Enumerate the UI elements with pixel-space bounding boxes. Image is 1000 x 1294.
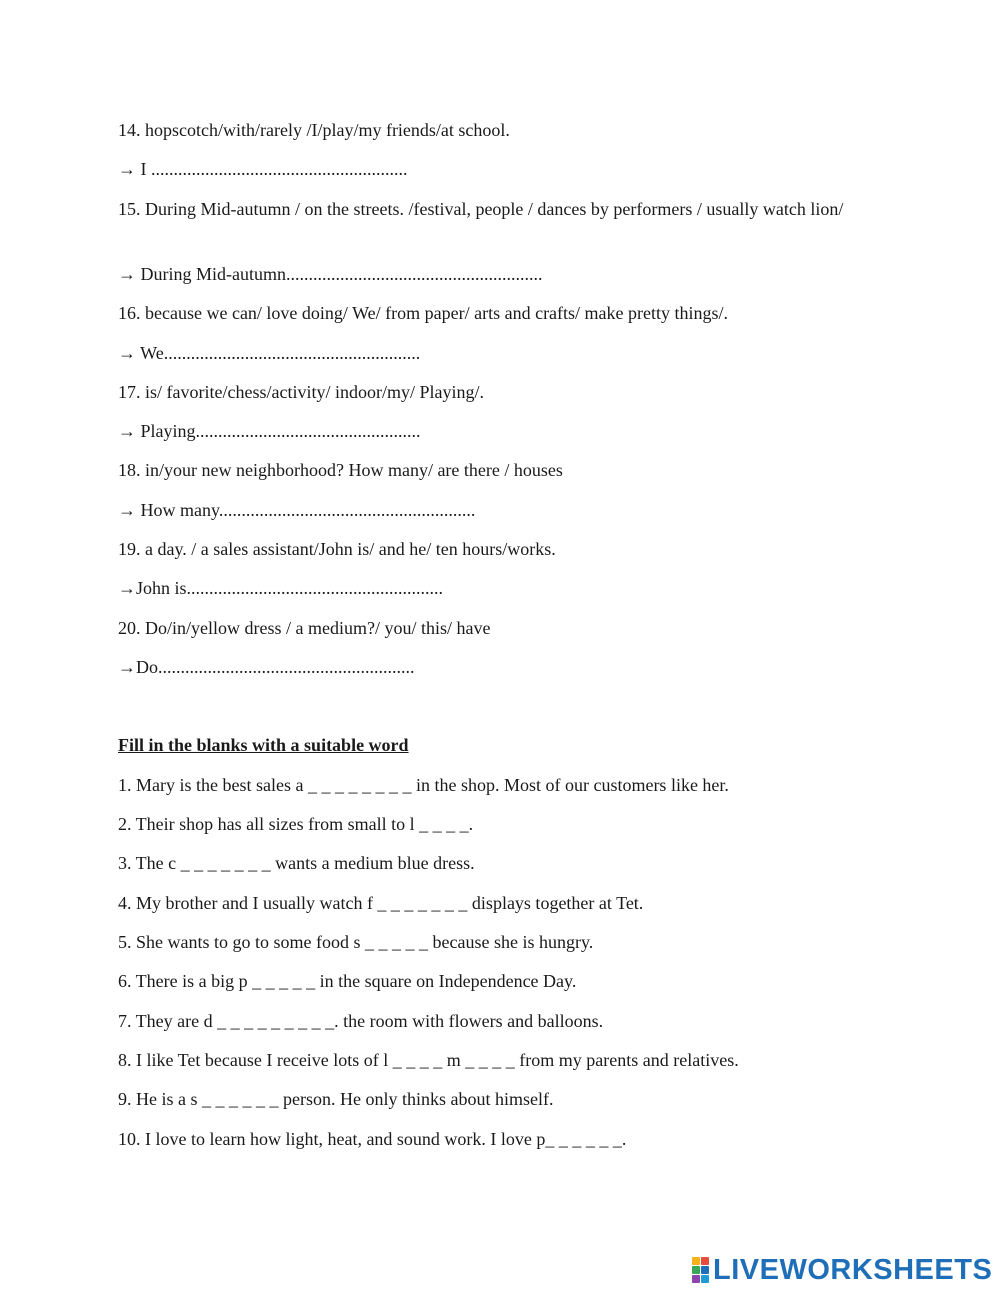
answer-line: → Playing.................................................. — [118, 421, 421, 441]
exercise-line: 20. Do/in/yellow dress / a medium?/ you/ this/ have — [118, 618, 491, 638]
exercise-line: 19. a day. / a sales assistant/John is/ and he/ ten hours/works. — [118, 539, 556, 559]
answer-line: → We......................................................... — [118, 343, 421, 363]
fill-item: 1. Mary is the best sales a _ _ _ _ _ _ _ _ in the shop. Most of our customers like her. — [118, 775, 729, 795]
answer-line: →Do......................................................... — [118, 657, 415, 677]
exercise-line: 17. is/ favorite/chess/activity/ indoor/my/ Playing/. — [118, 382, 484, 402]
fill-item: 8. I like Tet because I receive lots of l _ _ _ _ m _ _ _ _ from my parents and relatives. — [118, 1050, 739, 1070]
fill-item: 5. She wants to go to some food s _ _ _ _ _ because she is hungry. — [118, 932, 594, 952]
logo-text: LIVEWORKSHEETS — [713, 1254, 993, 1286]
answer-line: → During Mid-autumn......................................................... — [118, 264, 543, 284]
fill-item: 3. The c _ _ _ _ _ _ _ wants a medium blue dress. — [118, 853, 475, 873]
liveworksheets-logo-icon — [692, 1257, 709, 1283]
fill-item: 9. He is a s _ _ _ _ _ _ person. He only thinks about himself. — [118, 1089, 554, 1109]
answer-line: → How many......................................................... — [118, 500, 476, 520]
fill-item: 2. Their shop has all sizes from small to l _ _ _ _. — [118, 814, 474, 834]
fill-item: 10. I love to learn how light, heat, and sound work. I love p_ _ _ _ _ _. — [118, 1129, 627, 1149]
fill-item: 6. There is a big p _ _ _ _ _ in the square on Independence Day. — [118, 971, 577, 991]
exercise-line: 15. During Mid-autumn / on the streets. /festival, people / dances by performers / usually watch lion/ — [118, 199, 844, 219]
section-heading: Fill in the blanks with a suitable word — [118, 735, 409, 755]
exercise-line: 18. in/your new neighborhood? How many/ are there / houses — [118, 460, 563, 480]
exercise-line: 14. hopscotch/with/rarely /I/play/my friends/at school. — [118, 120, 510, 140]
answer-line: → I ......................................................... — [118, 159, 408, 179]
fill-item: 4. My brother and I usually watch f _ _ _ _ _ _ _ displays together at Tet. — [118, 893, 644, 913]
answer-line: →John is......................................................... — [118, 578, 444, 598]
fill-item: 7. They are d _ _ _ _ _ _ _ _ _. the room with flowers and balloons. — [118, 1011, 604, 1031]
exercise-line: 16. because we can/ love doing/ We/ from paper/ arts and crafts/ make pretty things/. — [118, 303, 729, 323]
liveworksheets-logo — [692, 1255, 992, 1285]
